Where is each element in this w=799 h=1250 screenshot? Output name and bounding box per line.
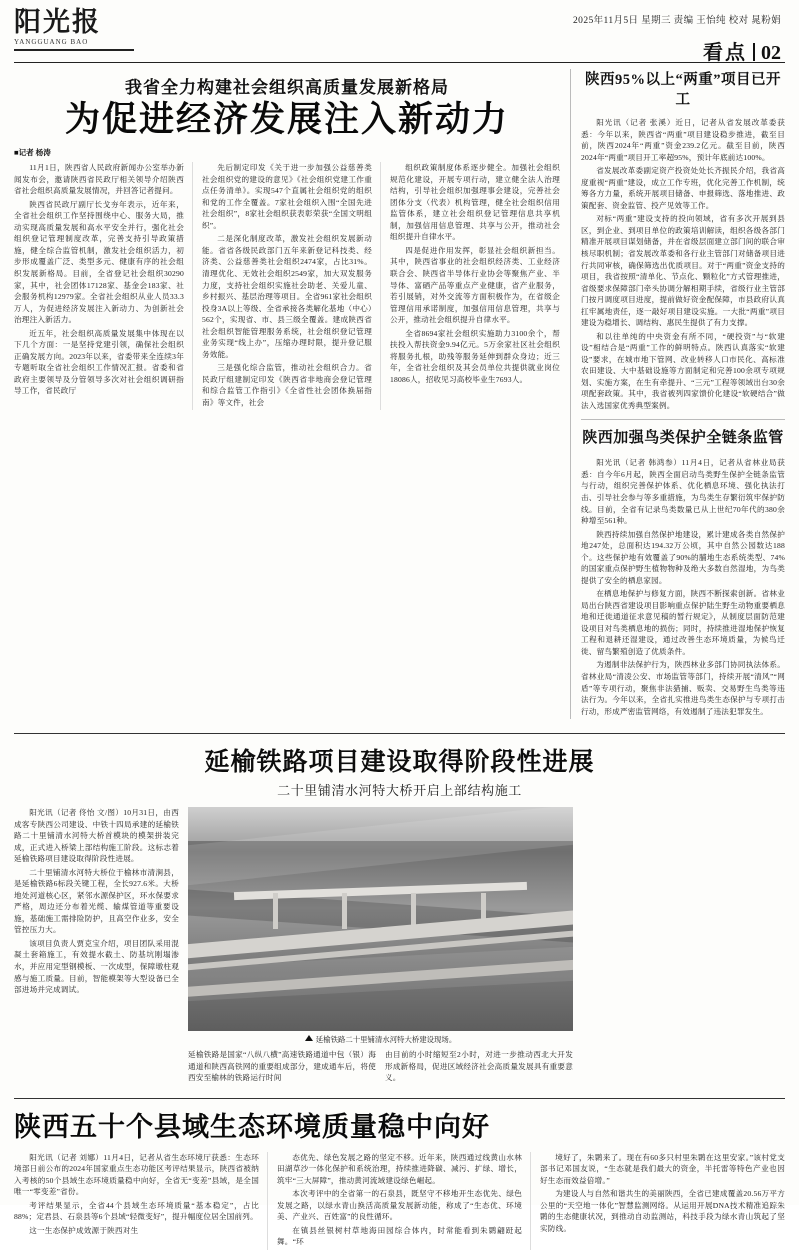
paragraph: 考评结果显示，全省44个县域生态环境质量“基本稳定”，占比88%；定君县、石泉县等6个县域“轻微变好”，提升幅度位居全国前列。 xyxy=(14,1200,259,1222)
bottom-story-columns xyxy=(14,1152,785,1250)
rail-story-2-body xyxy=(581,457,785,717)
right-rail xyxy=(570,69,785,719)
top-story-col-1 xyxy=(14,162,193,410)
mid-story-photo-block xyxy=(188,807,573,1086)
photo-bridge-pier xyxy=(342,893,347,929)
paragraph: 省发展改革委副定资产投资处处长齐振民介绍，我省高度重视“两重”建设，成立工作专班，优化完善工作机制，统筹各方力量，系统开展项目储备、申报筛选、落地推进、政策配套、资金监管、投产见效等工作。 xyxy=(581,166,785,210)
issue-date: 2025年11月5日 星期三 责编 王怡纯 校对 晁粉娟 xyxy=(573,16,781,26)
paragraph: 阳光讯（记者 韩鸿参）11月4日，记者从省林业局获悉：自今年6月起，陕西全面启动鸟类野生保护全链条监管与行动，组织完善保护体系、优化栖息环境、强化执法打击、引导社会参与等多重措施，为鸟类生存繁衍筑牢保护防线。目前，全省有记录鸟类数量已从上世纪70年代的380余种增至561种。 xyxy=(581,458,785,526)
photo-caption-text: 延榆铁路二十里铺清水河特大桥建设现场。 xyxy=(315,1035,457,1045)
section-indicator xyxy=(573,36,781,65)
paragraph: 境好了，朱鹮来了。现在有60多只村里朱鹮在这里安家。”该村党支部书记邓国友说，“生态就是我们最大的资金，半托雷等特色产业也因好生态而效益倍增。” xyxy=(540,1152,785,1185)
paragraph: 阳光讯（记者 佟怡 文/图）10月31日，由西成客专陕西公司建设、中铁十四局承建的延榆铁路二十里铺清水河特大桥首模块的模架拼装完成，正式进入桥梁上部结构施工阶段。这标志着延榆铁路项目建设取得阶段性进展。 xyxy=(14,808,179,864)
paragraph: 本次考评中的全省第一的石泉县，既坚守不移地开生态优先、绿色发展之路，以绿水青山换活高质量发展新动能，称成了“生态优、环境美、产业兴、百姓富”的良性循环。 xyxy=(277,1189,522,1222)
mid-story-bottom-columns xyxy=(188,1049,573,1086)
photo-bridge-pier xyxy=(273,893,278,929)
mid-story-area xyxy=(0,719,799,1086)
paragraph: 三是强化综合监管，推动社会组织合力。省民政厅组建制定印发《陕西省非地商会登记管理和综合监管工作指引》《全省性社会团体换届指南》等文件，社会 xyxy=(202,363,372,407)
logo-title: 阳光报 xyxy=(14,7,101,37)
paragraph: 四是促进作用发挥，彰显社会组织新担当。其中，陕西省事业的社会组织经济类、工业经济联合会、陕西省半导体行业协会等聚焦产业、半导体、富硒产品等重点产业健康，省产业服务，若引展销，对外交流等方面积极作为，在省级企管理信用承诺制度，加强信用信息管理，共享与公开，推动社会组织提升自律水平。 xyxy=(390,245,560,325)
paragraph: 阳光讯（记者 张溪）近日，记者从省发展改革委获悉：今年以来，陕西省“两重”项目建设稳步推进，截至目前，陕西2024年“两重”资金239.2亿元。截至目前，陕西2024年“两重”项目开工率超95%，预计年底前达100%。 xyxy=(581,118,785,162)
top-story-col-2 xyxy=(202,162,381,410)
bottom-story-col-3 xyxy=(540,1152,785,1250)
masthead-right xyxy=(573,8,781,65)
mid-story-subhead: 二十里铺清水河特大桥开启上部结构施工 xyxy=(277,783,522,799)
paragraph: 延榆铁路是国家“八纵八横”高速铁路通道中包（银）海通道和陕西高铁网的重要组成部分，建成通车后，将使西安至榆林的铁路运行时间 xyxy=(188,1050,376,1083)
paragraph: 在栖息地保护与修复方面，陕西不断探索创新。省林业局出台陕西省建设项目影响重点保护陆生野生动物重要栖息地和迁徙通道征求意见稿的暂行规定》，从制度层面防范建设项目对鸟类栖息地的损伤；同时，持续推进湿地保护恢复工程和退耕还湿建设，通过改善生态环境质量，为候鸟迁徙、留鸟繁殖创造了优质条件。 xyxy=(581,589,785,656)
paragraph: 近五年，社会组织高质量发展集中体现在以下几个方面：一是坚持党建引领，确保社会组织正确发展方向。2023年以来，省委带来全连续3年专题听取全省社会组织工作情况汇报。省委和省政府主要领导及分管领导多次对社会组织调研指导工作，省民政厅 xyxy=(14,328,184,396)
top-story-shoulder: 我省全力构建社会组织高质量发展新格局 xyxy=(125,78,449,97)
logo-rule xyxy=(14,49,134,51)
newspaper-logo xyxy=(14,8,134,51)
paragraph: 组织政策制度体系逐步健全。加强社会组织规范化建设，开展专项行动，建立健全法人治理结构，引导社会组织加强理事会建设，完善社会团体分支（代表）机构管理，健全社会组织信用监管体系，建立社会组织登记管理信息共享机制，加强信用信息管理、共享与公开，推动社会组织提升自律水平。 xyxy=(390,163,560,242)
mid-story-bottom-col-1 xyxy=(188,1049,376,1086)
paragraph: 该项目负责人贾克宝介绍，项目团队采用混凝土套箱施工，有效提水截土、防基坑刚塌渗水，并应用定型钢模板、一次成型，保障墩柱观感与施工质量。目前，智能模架等大型设备已全部进场并完成调试。 xyxy=(14,938,179,995)
paragraph: 全省8694家社会组织实施助力3100余个，帮扶投入帮扶资金9.94亿元。5万余家社区社会组织将服务扎根，助残等服务延伸到群众身边；近三年，全省社会组织及其会员单位共提供就业岗位18086人，招收见习高校毕业生7693人。 xyxy=(390,328,560,384)
paragraph: 11月1日，陕西省人民政府新闻办公室举办新闻发布会，邀请陕西省民政厅相关领导介绍陕西省社会组织高质量发展情况，并回答记者提问。 xyxy=(14,163,184,196)
bottom-story-headline: 陕西五十个县域生态环境质量稳中向好 xyxy=(14,1111,490,1142)
railway-bridge-photo xyxy=(188,807,573,1031)
paragraph: 由目前的小时缩短至2小时，对进一步推动西北大开发形成新格局，促进区域经济社会高质量发展具有重要意义。 xyxy=(385,1050,573,1083)
bottom-story-area xyxy=(0,1086,799,1250)
rail-story-1-headline: 陕西95%以上“两重”项目已开工 xyxy=(585,72,781,108)
top-story-headline: 为促进经济发展注入新动力 xyxy=(64,100,509,139)
rail-story-1-body xyxy=(581,117,785,411)
mid-story-rule xyxy=(14,733,785,734)
paragraph: 态优先、绿色发展之路的坚定不移。近年来，陕西通过线黄山水林田湖草沙一体化保护和系统治理，持续推进降碳、减污、扩绿、增长，筑牢“三大屏障”，推动黄河流域建设绿色崛起。 xyxy=(277,1152,522,1185)
paragraph: 这一生态保护成效源于陕西对生 xyxy=(29,1225,139,1235)
logo-subtitle: YANGGUANG BAO xyxy=(14,38,89,47)
bottom-story-rule xyxy=(14,1098,785,1099)
paragraph: 陕西省民政厅副厅长戈夯年表示，近年来，全省社会组织工作坚持围绕中心、服务大局，推动实现高质量发展和高水平安全并行，强化社会组织登记管理制度改革，完善支持引导政策措施，健全综合监管机制，激发社会组织活力，初步形成覆盖广泛、类型多元、健康有序的社会组织发展新格局。目前，全省登记社会组织30290家，其中，社会团体17128家、基金会183家、社会服务机构12979家。全省社会组织从业人员33.3万人，为促进经济发展注入新动力、为创新社会治理注入新活力。 xyxy=(14,199,184,325)
rail-story-2-headline: 陕西加强鸟类保护全链条监管 xyxy=(582,430,784,447)
paragraph: 为建设人与自然和谐共生的美丽陕西，全省已建成覆盖20.56万平方公里的“天空地一体化”智慧监测网络。从运用开展DNA技术精准追踪朱鹮的生态健康状况，到推动自动监测站，科技手段为绿水青山筑起了坚实防线。 xyxy=(540,1189,785,1233)
top-story-byline: ■记者 杨涛 xyxy=(14,148,51,158)
bottom-story-col-1 xyxy=(14,1152,268,1250)
rail-separator xyxy=(581,419,785,420)
triangle-marker-icon xyxy=(305,1035,313,1041)
paragraph: 先后制定印发《关于进一步加强公益慈善类社会组织党的建设的意见》《社会组织党建工作重点任务清单》。实现547个直属社会组织党的组织和党的工作全覆盖。7家社会组织入围“全国先进社会组织”，8家社会组织获表彰荣获“全国文明组织”。 xyxy=(202,163,372,230)
top-story-area xyxy=(0,63,799,719)
masthead xyxy=(0,0,799,62)
paragraph: 在镇县丝银树村草地海田园综合体内，时常能看到朱鹮翩跹起舞。“环 xyxy=(277,1225,522,1247)
paragraph: 为遏制非法保护行为，陕西林业多部门协同执法体系。省林业局“清凌公安、市场监管等部门，持续开展“清风”“网盾”等专项行动，聚焦非法猎捕、贩卖、交易野生鸟类等违法行为。今年以来，全省扎实推进鸟类生态保护与专项打击行动，形成严密监管网络，有效遏制了违法犯罪发生。 xyxy=(581,660,785,716)
section-number: 02 xyxy=(761,42,781,64)
paragraph: 和以往单纯的中央资金有所不同，“硬投资”与“软建设”相结合是“两重”工作的鲜明特点。陕西认真落实“软建设”要求，在城市地下管网、改业转移人口市民化、高标准农田建设、大中基础设施等方面制定和完善100余项专项规划、实施方案，在生有牵提升、“三元”工程等领域出台30余项配套政策。其中，我省被列四家馈价化建设“软硬结合”做法入选国家优秀典型案例。 xyxy=(581,331,785,410)
photo-caption-row xyxy=(188,1034,573,1045)
paragraph: 阳光讯（记者 刘娜）11月4日，记者从省生态环境厅获悉：生态环境部日前公布的2024年国家重点生态功能区考评结果显示，陕西省被纳入考核的50个县域生态环境质量稳中向好，全省无“变差”县域，是全国唯一“零变差”省份。 xyxy=(14,1152,259,1197)
paragraph: 对标“两重”建设支持的投向领域，省有多次开展到县区，到企业、到项目单位的政策培训解读，组织各级各部门精准开展项目谋划储备，并在省级层面建立部门间的联合审核尽职机制；省发展改革委和各行业主管部门对储备项目进行共同审核，确保筛选出优质项目。对于“两重”资金支持的项目，我省按照“清单化、节点化、颗粒化”方式管理推进，省级要求保障部门牵头协调分解相期手续，省级行业主管部门按月调度项目进度，提前做好资金配保障，市县政府认真扛牢属地责任，逐一敲好项目建设实施。一大批“两重”项目建设为稳增长、调结构、惠民生提供了有力支撑。 xyxy=(581,214,785,328)
top-story-columns xyxy=(14,162,560,410)
bottom-story-col-2 xyxy=(277,1152,531,1250)
section-divider xyxy=(753,43,755,61)
mid-story-body xyxy=(14,807,785,1086)
section-name: 看点 xyxy=(703,42,747,64)
paragraph: 二十里铺清水河特大桥位于榆林市清涧县，是延榆铁路6标段关键工程，全长927.6米。大桥地处河道核心区，紧邻水源保护区，环水保要求严格，周边还分布着光缆、输煤管道等重要设施，基础施工需排险防护，且高空作业多，安全管控压力大。 xyxy=(14,867,179,935)
mid-story-headline: 延榆铁路项目建设取得阶段性进展 xyxy=(204,748,595,777)
paragraph: 二是深化制度改革，激发社会组织发展新动能。省省各级民政部门五年来新登记科技类、经济类、公益慈善类社会组织2474家，占比31%。清理优化、无效社会组织2549家，加大双发服务力度，支持社会组织实施社会助老、关爱儿童、乡村振兴、基层治理等项目。全省961家社会组织投身3A以上等级、全省承接各类解化基地（中心）562个，实现省、市、县三级全覆盖。建成陕西省社会组织智能管理服务系统，社会组织登记管理业务实现“线上办”，压缩办理时限，提升登记服务效能。 xyxy=(202,234,372,359)
top-story-main xyxy=(14,69,570,719)
mid-story-col-1 xyxy=(14,807,179,1086)
top-story-col-3 xyxy=(390,162,560,410)
paragraph: 陕西持续加强自然保护地建设，累计建成各类自然保护地247处，总面积达194.32万公顷，其中自然公园数达188个。这些保护地有效覆盖了90%的脯地生态系统类型、74%的国家重点保护野生植物物种及绝大多数自然湿地，为鸟类提供了安全的栖息家园。 xyxy=(581,529,785,585)
mid-story-bottom-col-2 xyxy=(385,1049,573,1086)
